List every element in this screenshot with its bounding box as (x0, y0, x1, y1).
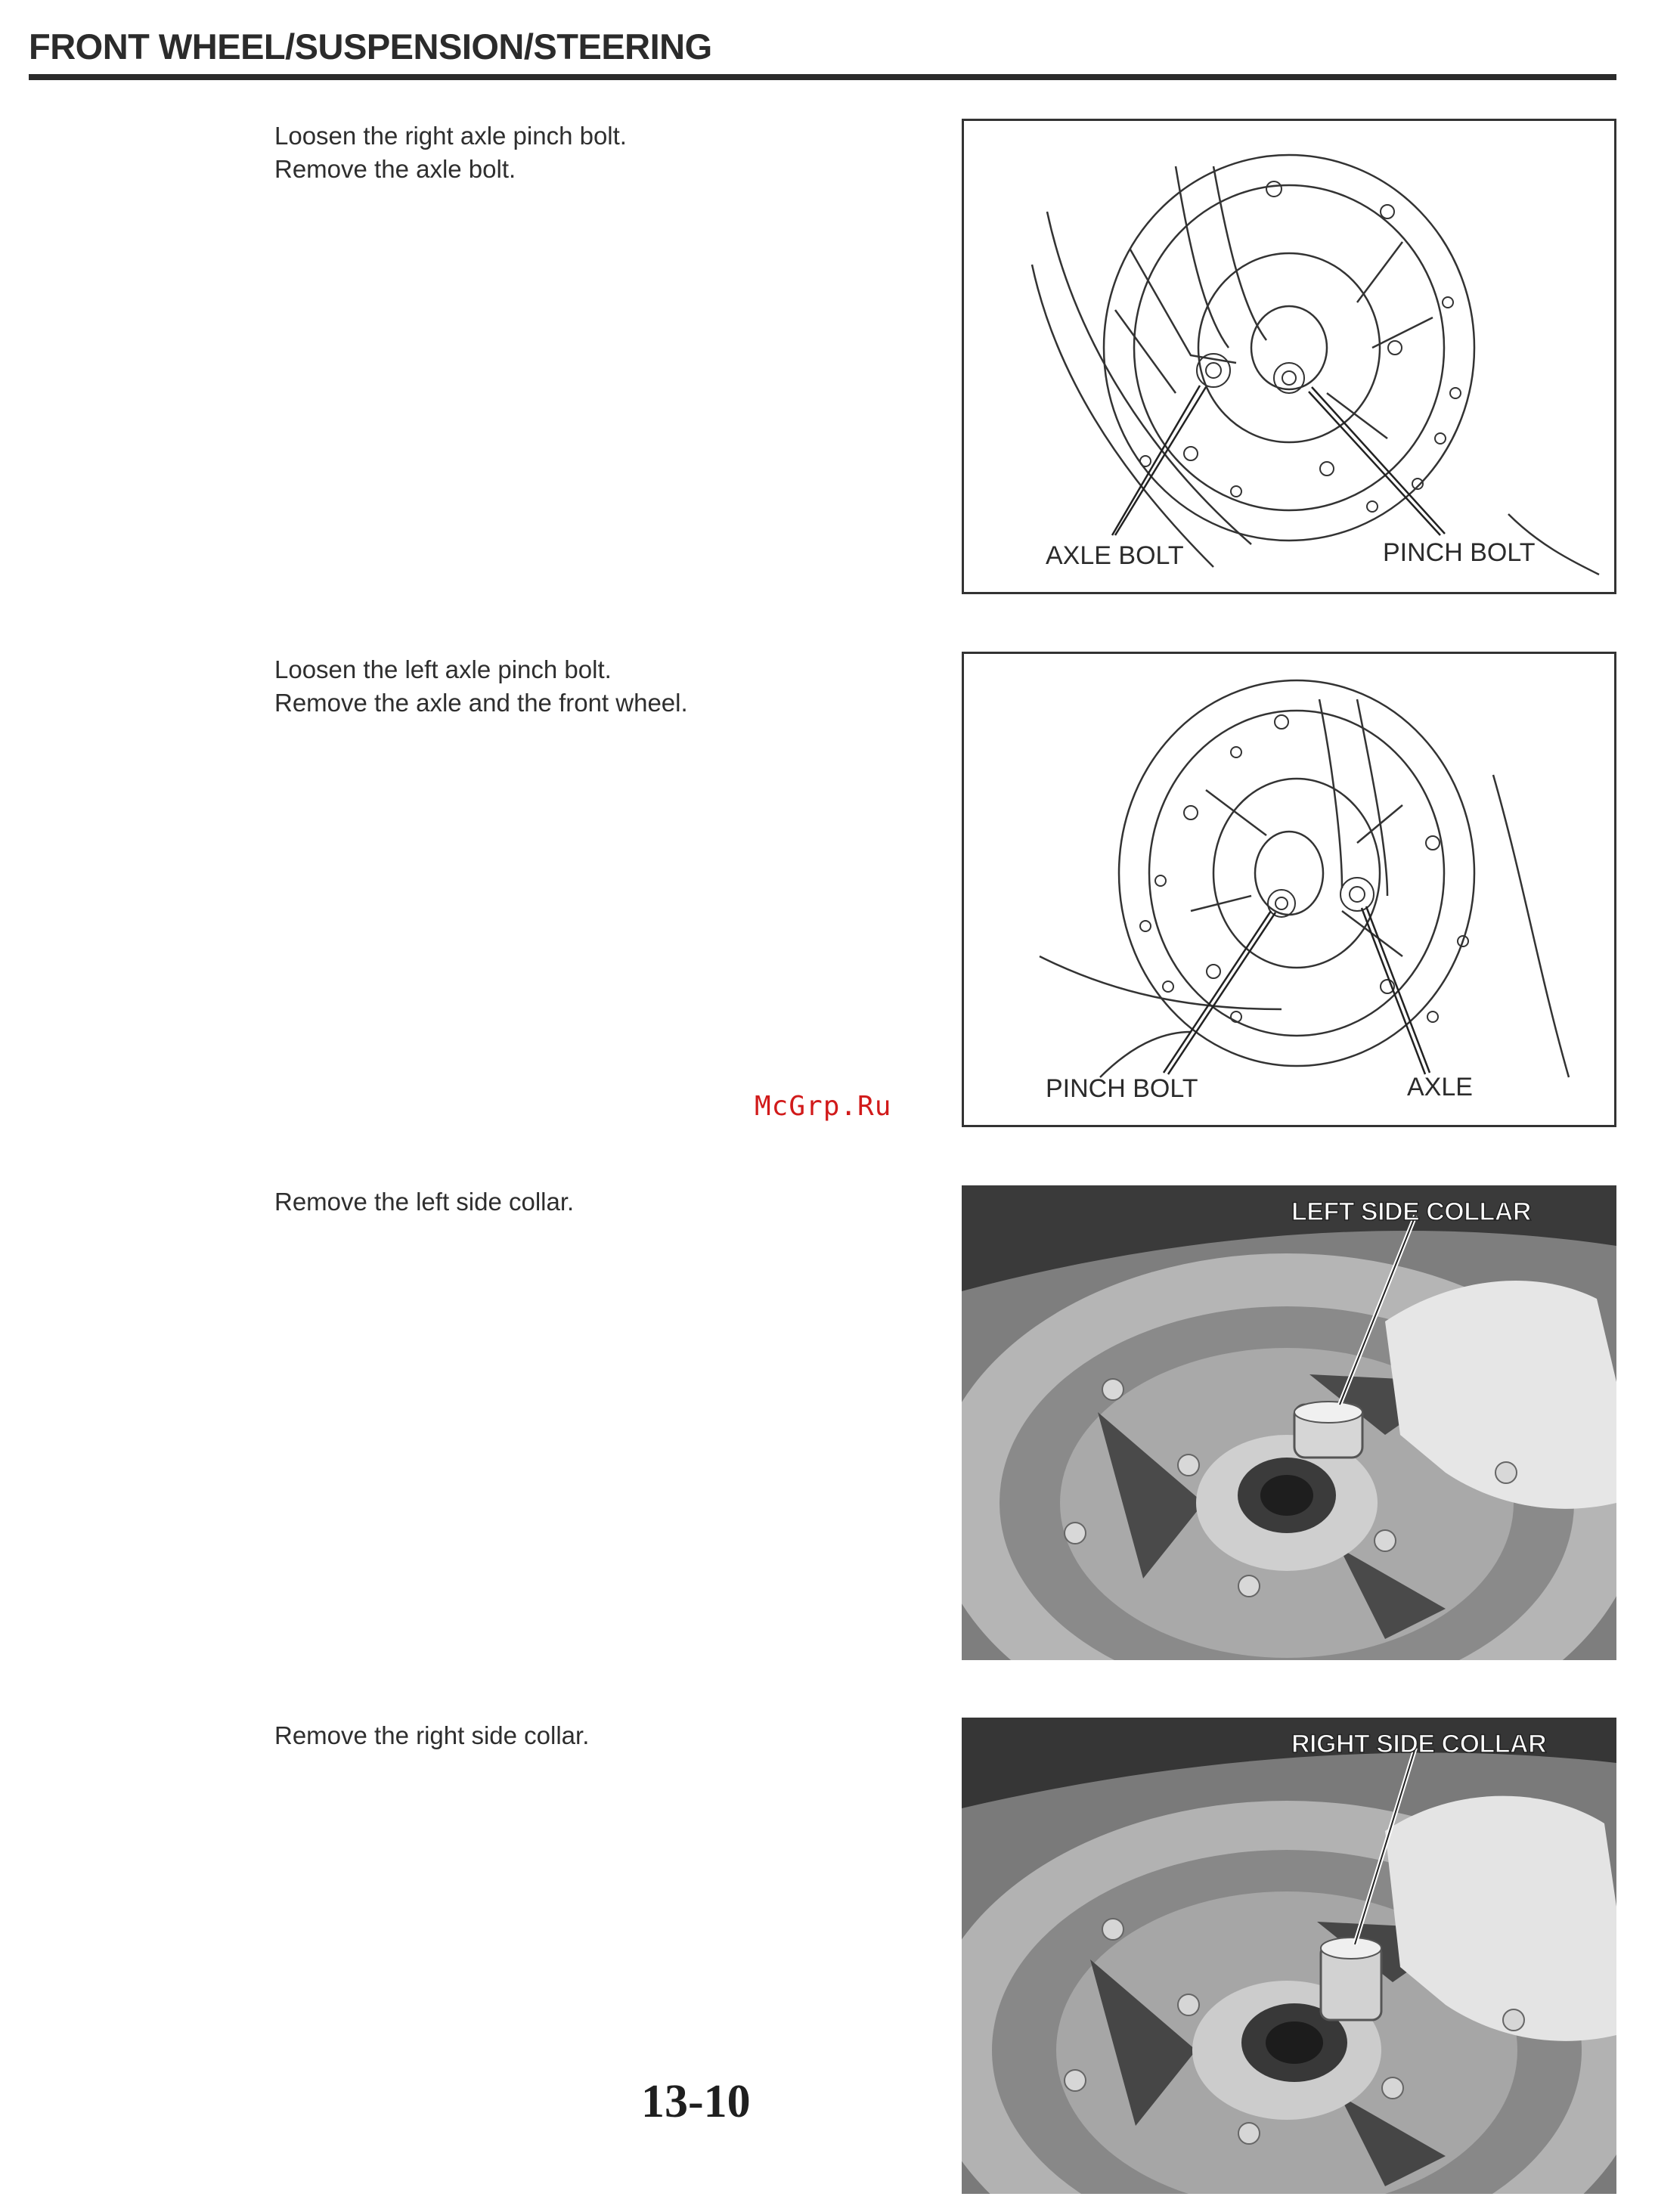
callout-pinch-bolt: PINCH BOLT (1383, 538, 1536, 567)
step-line: Loosen the right axle pinch bolt. (274, 122, 627, 150)
figure-axle-bolt-diagram (962, 119, 1616, 594)
step-line: Remove the left side collar. (274, 1188, 575, 1216)
step-3-text (274, 1185, 894, 1219)
photo-label-right-side-collar: RIGHT SIDE COLLAR (1291, 1730, 1547, 1758)
axle-drawing (964, 654, 1616, 1127)
step-line: Remove the axle bolt. (274, 155, 516, 183)
photo-left-side-collar (962, 1185, 1616, 1660)
step-line: Remove the right side collar. (274, 1721, 590, 1749)
step-line: Loosen the left axle pinch bolt. (274, 655, 612, 683)
figure-axle-diagram (962, 652, 1616, 1127)
callout-axle: AXLE (1407, 1073, 1473, 1101)
watermark: McGrp.Ru (755, 1091, 892, 1122)
page-header-title: FRONT WHEEL/SUSPENSION/STEERING (29, 26, 712, 67)
callout-axle-bolt: AXLE BOLT (1046, 541, 1184, 570)
photo-label-left-side-collar: LEFT SIDE COLLAR (1291, 1197, 1531, 1226)
right-collar-photo-drawing (962, 1718, 1616, 2194)
step-1-text (274, 119, 894, 186)
axle-bolt-drawing (964, 121, 1616, 594)
left-collar-photo-drawing (962, 1185, 1616, 1660)
callout-pinch-bolt-2: PINCH BOLT (1046, 1074, 1198, 1103)
step-4-text (274, 1719, 894, 1752)
step-line: Remove the axle and the front wheel. (274, 689, 688, 717)
header-rule (29, 74, 1616, 80)
page-number: 13-10 (641, 2076, 751, 2127)
step-2-text (274, 653, 894, 720)
photo-right-side-collar (962, 1718, 1616, 2194)
